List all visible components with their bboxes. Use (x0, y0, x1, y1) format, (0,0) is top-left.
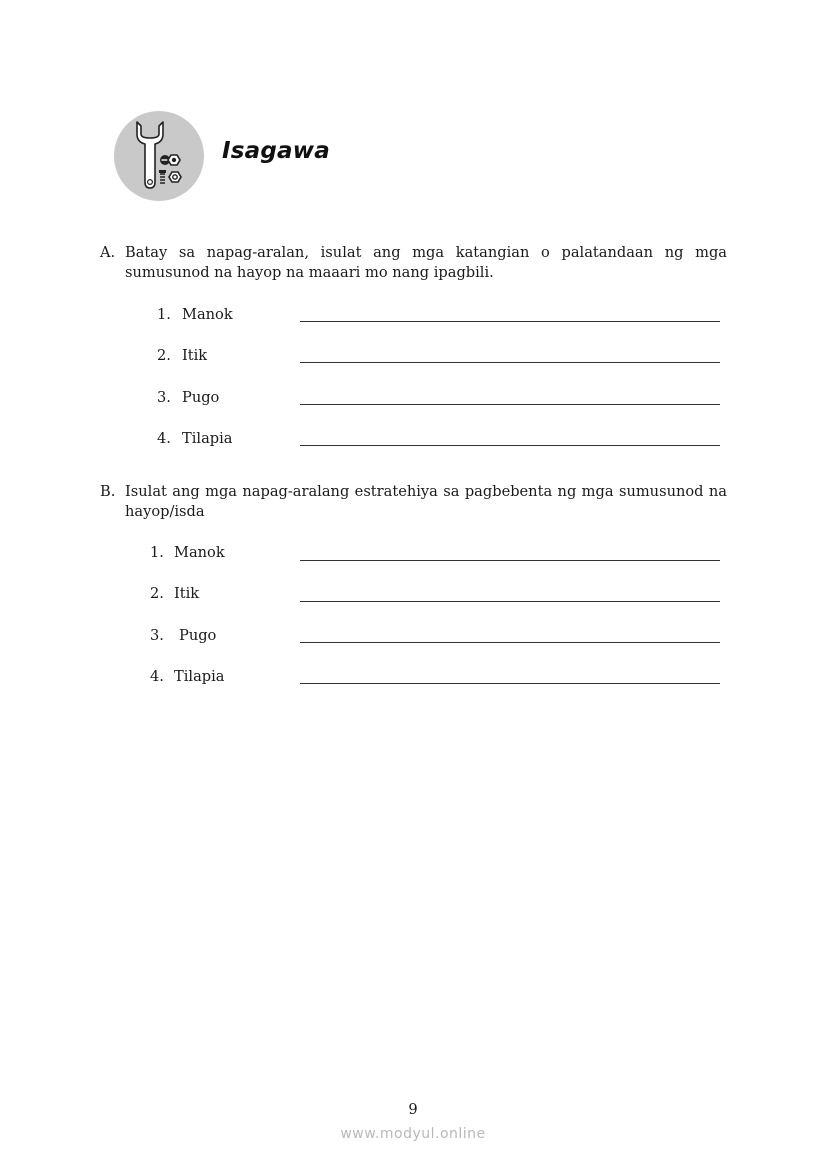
item-number: 4. (157, 430, 171, 447)
item-label: Itik (182, 347, 208, 364)
answer-line[interactable] (300, 404, 720, 405)
item-number: 3. (150, 627, 164, 644)
list-item (150, 667, 224, 687)
section-b-text: Isulat ang mga napag-aralang estratehiya sa pagbebenta ng mga sumusunod na hayop/isda (125, 483, 727, 520)
item-label: Manok (182, 306, 233, 323)
answer-line[interactable] (300, 362, 720, 363)
section-b-letter: B. (100, 483, 116, 500)
item-label: Tilapia (182, 430, 233, 447)
section-a-text: Batay sa napag-aralan, isulat ang mga katangian o palatandaan ng mga sumusunod na hayop na maaari mo nang ipagbili. (125, 244, 727, 281)
list-item (157, 346, 207, 366)
item-label: Manok (174, 544, 225, 561)
answer-line[interactable] (300, 601, 720, 602)
item-label: Pugo (182, 389, 220, 406)
list-item (157, 388, 219, 408)
page-title: Isagawa (222, 138, 330, 164)
item-number: 4. (150, 668, 164, 685)
section-a-letter: A. (100, 244, 116, 261)
item-label: Pugo (179, 627, 217, 644)
list-item (150, 626, 216, 646)
list-item (157, 305, 233, 325)
answer-line[interactable] (300, 683, 720, 684)
section-b-instruction (100, 482, 727, 522)
section-a-instruction (100, 243, 727, 283)
answer-line[interactable] (300, 560, 720, 561)
list-item (150, 543, 225, 563)
answer-line[interactable] (300, 445, 720, 446)
watermark: www.modyul.online (340, 1126, 486, 1142)
item-number: 2. (157, 347, 171, 364)
item-number: 3. (157, 389, 171, 406)
item-number: 1. (157, 306, 171, 323)
answer-line[interactable] (300, 321, 720, 322)
item-number: 1. (150, 544, 164, 561)
page-number: 9 (408, 1101, 418, 1118)
list-item (157, 429, 232, 449)
answer-line[interactable] (300, 642, 720, 643)
list-item (150, 584, 199, 604)
item-number: 2. (150, 585, 164, 602)
item-label: Tilapia (174, 668, 225, 685)
tools-icon (113, 110, 205, 202)
item-label: Itik (174, 585, 200, 602)
